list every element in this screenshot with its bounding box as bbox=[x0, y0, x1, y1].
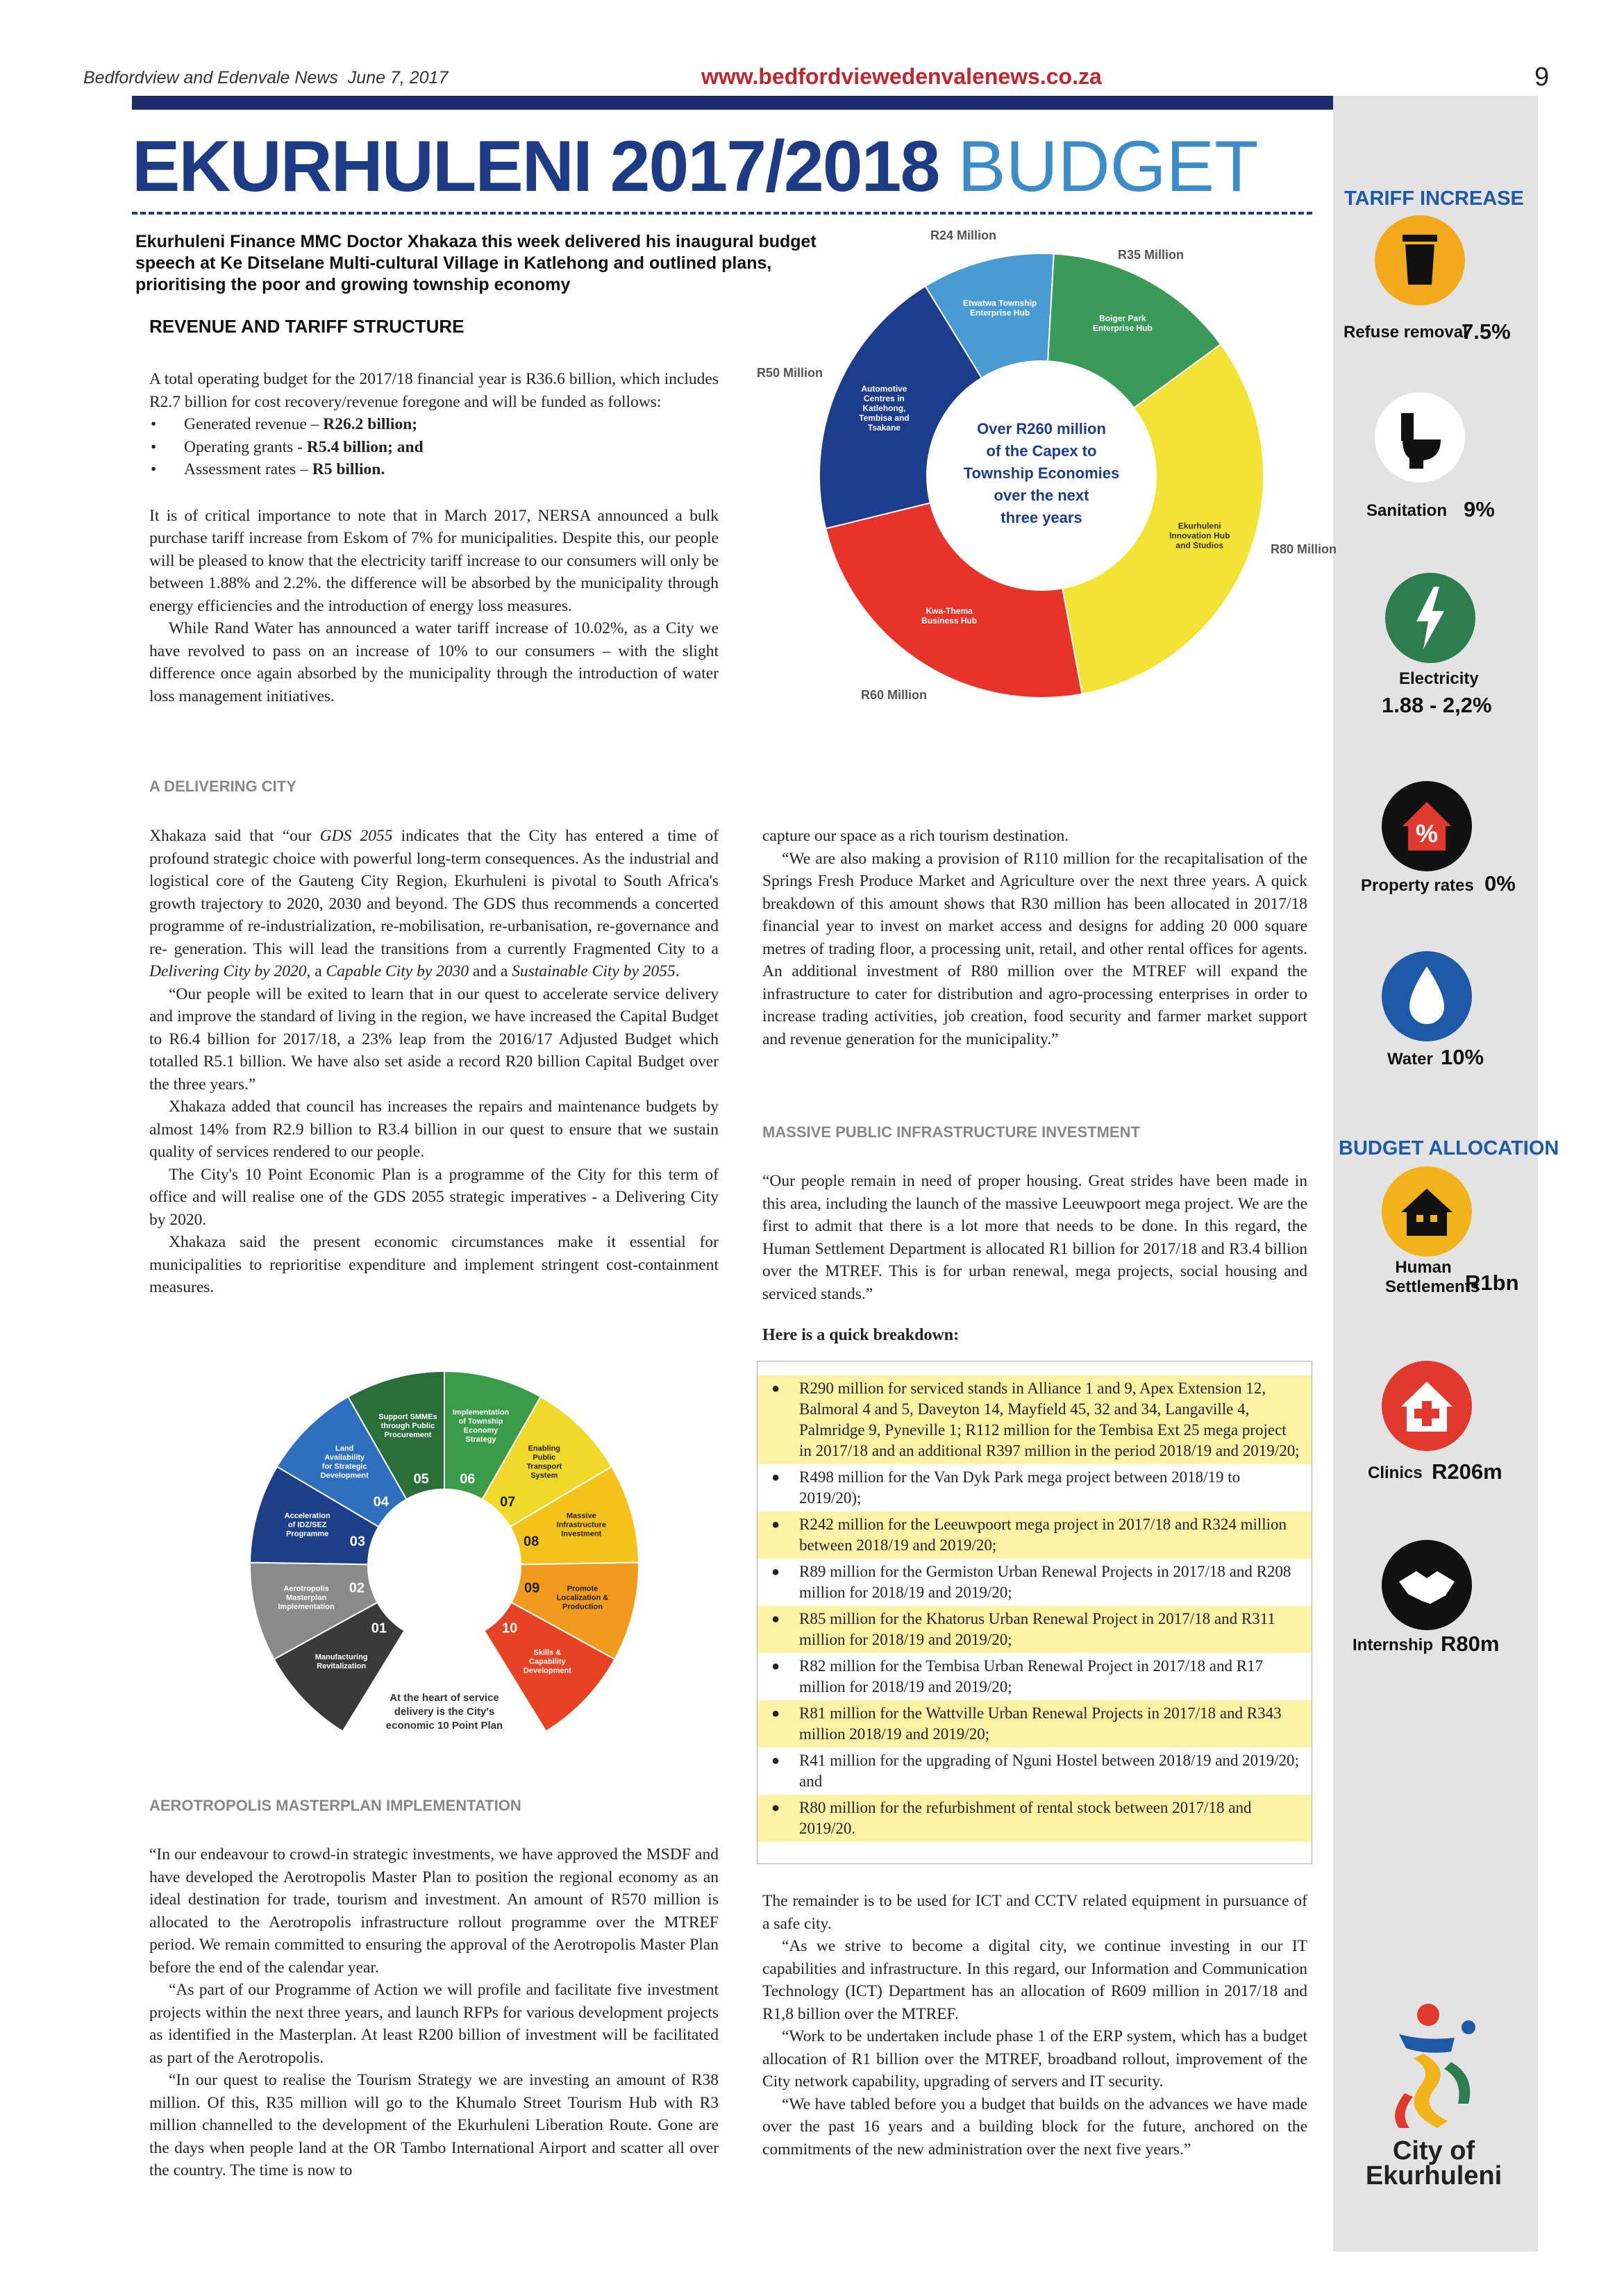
wheel-segment-number: 01 bbox=[371, 1620, 387, 1636]
wheel-center-line: delivery is the City's bbox=[394, 1706, 495, 1718]
donut-segment-label: Automotive bbox=[861, 383, 907, 394]
tariff-label: Sanitation bbox=[1366, 501, 1448, 520]
breakdown-box bbox=[757, 1361, 1312, 1864]
revenue-bullet: • Assessment rates – R5 billion. bbox=[149, 458, 719, 481]
wheel-segment-label: Masterplan bbox=[285, 1593, 327, 1602]
donut-amount-label: R24 Million bbox=[930, 228, 997, 242]
wheel-segment-number: 08 bbox=[523, 1534, 539, 1550]
wheel-segment-label: Transport bbox=[526, 1462, 562, 1471]
wheel-segment-label: Manufacturing bbox=[315, 1652, 368, 1661]
breakdown-item: ● R85 million for the Khatorus Urban Renewal Project in 2017/18 and R311 million for 2018/19 and 2019/20; bbox=[757, 1606, 1312, 1653]
masthead-url[interactable]: www.bedfordviewedenvalenews.co.za bbox=[701, 64, 1102, 89]
donut-segment-label: Enterprise Hub bbox=[1092, 323, 1153, 333]
wheel-segment-number: 10 bbox=[501, 1620, 518, 1636]
breakdown-item: ● R290 million for serviced stands in Alliance 1 and 9, Apex Extension 12, Balmoral 4 and 5, Daveyton 14, Mayfield 45, 32 and 34, Langaville 4, Palmridge 9, Pyneville 1; R112 million for the Tembisa Ext 25 mega project in 2017/18 and an additional R397 million in the period 2018/19 and 2019/20; bbox=[757, 1375, 1312, 1464]
page-number: 9 bbox=[1534, 62, 1550, 92]
toilet-icon bbox=[1375, 392, 1465, 483]
wheel-segment-number: 09 bbox=[524, 1580, 540, 1596]
breakdown-item: ● R89 million for the Germiston Urban Renewal Projects in 2017/18 and R208 million for 2018/19 and 2019/20; bbox=[757, 1559, 1312, 1606]
revenue-bullet: • Generated revenue – R26.2 billion; bbox=[149, 413, 719, 436]
revenue-bullet: • Operating grants - R5.4 billion; and bbox=[149, 436, 719, 459]
electricity-icon bbox=[1385, 573, 1475, 663]
donut-segment-label: Business Hub bbox=[921, 615, 978, 626]
col2-paragraph: capture our space as a rich tourism destination. bbox=[762, 827, 1069, 845]
revenue-paragraph: A total operating budget for the 2017/18 financial year is R36.6 billion, which includes R2.7 billion for cost recovery/revenue foregone and will be funded as follows: bbox=[149, 370, 719, 411]
wheel-segment-label: Acceleration bbox=[284, 1511, 330, 1520]
wheel-segment-label: Implementation bbox=[278, 1602, 335, 1611]
col2-article-top bbox=[762, 825, 1307, 1050]
delivering-paragraph: Xhakaza added that council has increases the repairs and maintenance budgets by almost 14% from R2.9 billion to R3.4 billion in our quest to ensure that we sustain quality of services rendered to our people. bbox=[149, 1098, 719, 1161]
donut-segment-label: Tembisa and bbox=[859, 412, 910, 423]
wheel-segment-label: Land bbox=[335, 1444, 354, 1453]
donut-center-line: Over R260 million bbox=[977, 420, 1106, 437]
donut-segment-label: Tsakane bbox=[867, 422, 901, 433]
wheel-segment-number: 02 bbox=[349, 1580, 365, 1596]
col2-paragraph: “We have tabled before you a budget that builds on the advances we have made over the past 16 years and a building block for the future, anchored on the commitments of the new administration over the next five years.” bbox=[762, 2095, 1307, 2159]
aerotropolis-paragraph: “As part of our Programme of Action we will profile and facilitate five investment projects within the next three years, and launch RFPs for various development projects as identified in the Masterplan. At least R200 billion of investment will be facilitated as part of the Aerotropolis. bbox=[149, 1981, 719, 2067]
page-title: EKURHULENI 2017/2018 BUDGET bbox=[132, 126, 1259, 207]
delivering-paragraph: Xhakaza said that “our GDS 2055 indicates that the City has entered a time of profound strategic choice with powerful long-term consequences. As the industrial and logistical core of the Gauteng City Region, Ekurhuleni is pivotal to South Africa's growth trajectory to 2020, 2030 and beyond. The GDS thus recommends a concerted programme of re-industrialization, re-mobilisation, re-urbanisation, re-governance and re- generation. This will lead the transitions from a currently Fragmented City to a Delivering City by 2020, a Capable City by 2030 and a Sustainable City by 2055. bbox=[149, 827, 719, 980]
allocation-label: Clinics bbox=[1368, 1464, 1423, 1482]
wheel-segment-number: 03 bbox=[349, 1534, 366, 1550]
aerotropolis-article bbox=[149, 1843, 719, 2182]
breakdown-item: ● R242 million for the Leeuwpoort mega project in 2017/18 and R324 million between 2018/19 and 2019/20; bbox=[757, 1511, 1312, 1559]
masthead-publication: Bedfordview and Edenvale News June 7, 2017 bbox=[83, 68, 449, 87]
property-rates-icon bbox=[1382, 781, 1472, 871]
township-capex-donut bbox=[757, 226, 1340, 712]
delivering-paragraph: Xhakaza said the present economic circumstances make it essential for municipalities to reprioritise expenditure and implement stringent cost-containment measures. bbox=[149, 1233, 719, 1296]
infrastructure-heading: MASSIVE PUBLIC INFRASTRUCTURE INVESTMENT bbox=[762, 1123, 1140, 1141]
refuse-bin-icon bbox=[1375, 215, 1465, 305]
donut-amount-label: R60 Million bbox=[861, 688, 928, 702]
breakdown-label: Here is a quick breakdown: bbox=[762, 1326, 960, 1344]
allocation-label: Human Settlements bbox=[1385, 1258, 1480, 1296]
wheel-segment-label: Massive bbox=[566, 1511, 596, 1520]
wheel-segment-label: Implementation bbox=[452, 1408, 510, 1417]
tariff-label: Electricity bbox=[1399, 669, 1479, 688]
revenue-heading: REVENUE AND TARIFF STRUCTURE bbox=[149, 316, 464, 337]
tariff-value: 0% bbox=[1484, 871, 1516, 896]
allocation-label: Internship bbox=[1353, 1636, 1434, 1654]
donut-segment-label: Etwatwa Township bbox=[962, 298, 1037, 308]
delivering-article bbox=[149, 825, 719, 1299]
wheel-segment-label: for Strategic bbox=[321, 1462, 367, 1471]
donut-center-line: over the next bbox=[994, 487, 1089, 504]
water-drop-icon bbox=[1382, 951, 1472, 1041]
donut-segment-label: Boiger Park bbox=[1099, 313, 1146, 324]
city-of-ekurhuleni-logo bbox=[1385, 2000, 1496, 2131]
wheel-segment-label: Strategy bbox=[465, 1435, 496, 1444]
breakdown-item: ● R82 million for the Tembisa Urban Renewal Project in 2017/18 and R17 million for 2018/19 and 2019/20; bbox=[757, 1653, 1312, 1700]
col2-paragraph: “Our people remain in need of proper housing. Great strides have been made in this area, including the launch of the massive Leeuwpoort mega project. We are the first to admit that there is a lot more that needs to be done. In this regard, the Human Settlement Department is allocated R1 billion for 2017/18 and R3.4 billion over the MTREF. This is for urban renewal, mega projects, social housing and serviced stands.” bbox=[762, 1172, 1307, 1303]
house-icon bbox=[1382, 1166, 1472, 1257]
tariff-label: Water bbox=[1387, 1050, 1433, 1069]
donut-segment-label: Katlehong, bbox=[862, 403, 906, 413]
wheel-segment-label: Availability bbox=[324, 1453, 365, 1462]
allocation-value: R206m bbox=[1432, 1459, 1502, 1484]
masthead-bar bbox=[132, 96, 1333, 110]
aerotropolis-paragraph: “In our endeavour to crowd-in strategic investments, we have approved the MSDF and have developed the Aerotropolis Master Plan to position the regional economy as an ideal destination for trade, tourism and investment. An amount of R570 million is allocated to the Aerotropolis infrastructure rollout programme over the MTREF period. We remain committed to ensuring the approval of the Aerotropolis Master Plan before the end of the calendar year. bbox=[149, 1845, 719, 1977]
wheel-segment-number: 06 bbox=[460, 1471, 476, 1487]
donut-amount-label: R35 Million bbox=[1118, 248, 1184, 262]
delivering-paragraph: The City's 10 Point Economic Plan is a programme of the City for this term of office and will realise one of the GDS 2055 strategic imperatives - a Delivering City by 2020. bbox=[149, 1165, 719, 1229]
breakdown-item: ● R41 million for the upgrading of Nguni Hostel between 2018/19 and 2019/20; and bbox=[757, 1748, 1312, 1795]
infrastructure-article bbox=[762, 1170, 1307, 1305]
col2-paragraph: “Work to be undertaken include phase 1 of the ERP system, which has a budget allocation of R1 billion over the MTREF, broadband rollout, improvement of the City network capability, upgrading of servers and IT security. bbox=[762, 2027, 1307, 2090]
wheel-segment-label: Revitalization bbox=[317, 1661, 367, 1670]
clinic-icon bbox=[1382, 1361, 1472, 1451]
wheel-segment-label: Infrastructure bbox=[556, 1520, 607, 1530]
wheel-segment-label: Skills & bbox=[533, 1648, 562, 1657]
wheel-segment-label: Support SMMEs bbox=[378, 1412, 437, 1421]
tariff-value: 7.5% bbox=[1462, 319, 1511, 344]
budget-allocation-heading: BUDGET ALLOCATION bbox=[1339, 1137, 1559, 1159]
tariff-label: Property rates bbox=[1361, 876, 1474, 895]
donut-amount-label: R80 Million bbox=[1271, 542, 1337, 556]
title-divider bbox=[132, 212, 1312, 215]
wheel-segment-label: System bbox=[530, 1471, 558, 1480]
breakdown-item: ● R81 million for the Wattville Urban Renewal Projects in 2017/18 and R343 million 2018/19 and 2019/20; bbox=[757, 1700, 1312, 1748]
donut-center-line: three years bbox=[1001, 509, 1082, 526]
donut-segment-label: Ekurhuleni bbox=[1178, 521, 1221, 531]
wheel-segment-label: Procurement bbox=[384, 1430, 432, 1439]
col2-paragraph: “As we strive to become a digital city, we continue investing in our IT capabilities and infrastructure. In this regard, our Information and Communication Technology (ICT) Department has an allocation of R609 million in 2017/18 and R1,8 billion over the MTREF. bbox=[762, 1937, 1307, 2023]
donut-segment-label: Enterprise Hub bbox=[970, 308, 1030, 318]
wheel-segment-label: Localization & bbox=[556, 1593, 609, 1602]
delivering-paragraph: “Our people will be exited to learn that in our quest to accelerate service delivery and improve the standard of living in the region, we have increased the Capital Budget to R6.4 billion for 2017/18, a 23% leap from the 2016/17 Adjusted Budget which totalled R5.1 billion. We have also set aside a record R20 billion Capital Budget over the three years.” bbox=[149, 984, 719, 1093]
tariff-value: 9% bbox=[1464, 497, 1495, 521]
delivering-heading: A DELIVERING CITY bbox=[149, 778, 296, 795]
wheel-segment-label: Programme bbox=[286, 1530, 329, 1539]
donut-segment-label: Centres in bbox=[864, 393, 905, 403]
revenue-paragraph: It is of critical importance to note that in March 2017, NERSA announced a bulk purchase tariff increase from Eskom of 7% for municipalities. Despite this, our people will be pleased to know that the electricity tariff increase to our consumers will only be between 1.88% and 2.2%. the difference will be absorbed by the municipality through energy efficiencies and the introduction of energy loss measures. bbox=[149, 506, 719, 615]
wheel-segment-number: 05 bbox=[413, 1471, 429, 1487]
allocation-value: R80m bbox=[1441, 1632, 1500, 1656]
wheel-segment-number: 07 bbox=[500, 1494, 516, 1510]
wheel-segment-label: Promote bbox=[567, 1584, 598, 1593]
col2-paragraph: “We are also making a provision of R110 million for the recapitalisation of the Springs Fresh Produce Market and Agriculture over the next three years. A quick breakdown of this amount shows that R30 million has been allocated in 2017/18 financial year to invest on market access and designs for adding 20 000 square metres of trading floor, a processing unit, retail, and other rental offices for agents. An additional investment of R80 million over the MTREF will expand the infrastructure to cater for distribution and agro-processing enterprises in order to increase trading activities, job creation, food security and farmer market support and revenue generation for the municipality.” bbox=[762, 849, 1307, 1048]
col2-paragraph: The remainder is to be used for ICT and CCTV related equipment in pursuance of a safe city. bbox=[762, 1892, 1307, 1933]
wheel-segment-label: Enabling bbox=[528, 1444, 561, 1453]
wheel-center-line: At the heart of service bbox=[390, 1692, 499, 1704]
tariff-increase-heading: TARIFF INCREASE bbox=[1344, 187, 1524, 210]
wheel-segment-label: Aerotropolis bbox=[283, 1584, 329, 1593]
col2-article-bottom bbox=[762, 1890, 1307, 2161]
wheel-segment-label: of IDZ/SEZ bbox=[287, 1520, 327, 1530]
donut-amount-label: R50 Million bbox=[757, 366, 823, 380]
wheel-center-line: economic 10 Point Plan bbox=[385, 1720, 503, 1732]
revenue-paragraph: While Rand Water has announced a water tariff increase of 10.02%, as a City we have revolved to pass on an increase of 10% to our consumers – with the slight difference once again absorbed by the municipality through the introduction of water loss management initiatives. bbox=[149, 619, 719, 705]
donut-center-line: Township Economies bbox=[963, 464, 1120, 482]
wheel-segment-label: Capability bbox=[529, 1657, 566, 1666]
allocation-value: R1bn bbox=[1465, 1271, 1519, 1295]
donut-segment-label: Innovation Hub bbox=[1169, 530, 1230, 541]
wheel-segment-label: through Public bbox=[380, 1421, 435, 1430]
intro-standfirst: Ekurhuleni Finance MMC Doctor Xhakaza this week delivered his inaugural budget speech at Ke Ditselane Multi-cultural Village in Katlehong and outlined plans, prioritising the poor and growing township economy bbox=[135, 232, 817, 294]
wheel-segment-label: Development bbox=[320, 1471, 369, 1480]
handshake-icon bbox=[1382, 1540, 1472, 1630]
wheel-segment-label: Public bbox=[533, 1453, 556, 1462]
donut-center-line: of the Capex to bbox=[986, 442, 1097, 460]
donut-segment-label: and Studios bbox=[1175, 540, 1224, 551]
svg-text:%: % bbox=[1415, 819, 1439, 848]
breakdown-item: ● R498 million for the Van Dyk Park mega project between 2018/19 to 2019/20); bbox=[757, 1464, 1312, 1511]
wheel-segment-label: of Township bbox=[458, 1417, 503, 1426]
wheel-segment-number: 04 bbox=[373, 1494, 389, 1510]
wheel-segment-label: Development bbox=[523, 1666, 571, 1675]
revenue-article bbox=[149, 368, 719, 707]
aerotropolis-paragraph: “In our quest to realise the Tourism Strategy we are investing an amount of R38 million. Of this, R35 million will go to the Khumalo Street Tourism Hub with R3 million channelled to the development of the Ekurhuleni Liberation Route. Gone are the days when people land at the OR Tambo International Airport and scatter all over the country. The time is now to bbox=[149, 2071, 719, 2179]
ten-point-plan-wheel bbox=[201, 1319, 687, 1770]
wheel-segment-label: Production bbox=[562, 1602, 603, 1611]
city-of-ekurhuleni-wordmark: City of Ekurhuleni bbox=[1365, 2136, 1502, 2190]
tariff-label: Refuse removal bbox=[1343, 323, 1468, 342]
breakdown-item: ● R80 million for the refurbishment of rental stock between 2017/18 and 2019/20. bbox=[757, 1795, 1312, 1842]
wheel-segment-label: Investment bbox=[561, 1530, 602, 1539]
donut-segment-label: Kwa-Thema bbox=[926, 605, 973, 616]
tariff-value: 10% bbox=[1441, 1045, 1484, 1069]
breakdown-list bbox=[757, 1361, 1312, 1842]
wheel-center bbox=[369, 1491, 519, 1641]
aerotropolis-heading: AEROTROPOLIS MASTERPLAN IMPLEMENTATION bbox=[149, 1797, 521, 1814]
wheel-segment-label: Economy bbox=[463, 1426, 499, 1435]
tariff-value: 1.88 - 2,2% bbox=[1382, 693, 1492, 717]
